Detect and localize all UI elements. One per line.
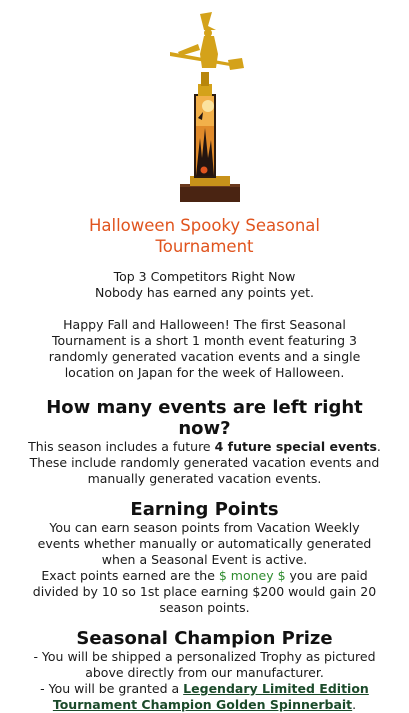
earning-points-heading: Earning Points xyxy=(130,499,279,520)
competitors-section xyxy=(16,269,393,301)
competitors-heading: Top 3 Competitors Right Now xyxy=(113,269,296,284)
events-paragraph: This season includes a future 4 future special events. These include randomly generated vacation events and manually generated vacation events. xyxy=(28,439,381,486)
champion-prize-heading: Seasonal Champion Prize xyxy=(76,628,333,649)
halloween-trophy-image xyxy=(150,8,260,206)
title-line-1: Halloween Spooky Seasonal xyxy=(89,216,320,235)
events-heading: How many events are left right now? xyxy=(46,397,363,439)
seasonal-tournament-panel xyxy=(0,8,409,713)
earning-points-paragraph: You can earn season points from Vacation Weekly events whether manually or automatically generated when a Seasonal Event is active. Exact points earned are the $ money $ you are paid divided by 10 so 1st place earning $200 would gain 20 season points. xyxy=(32,520,377,615)
money-text: $ money $ xyxy=(218,568,286,583)
spinnerbait-link-line-2[interactable]: Tournament Champion Golden Spinnerbait xyxy=(52,697,353,712)
spinnerbait-link-line-1[interactable]: Legendary Limited Edition xyxy=(183,681,369,696)
intro-paragraph: Happy Fall and Halloween! The first Seasonal Tournament is a short 1 month event featuring 3 randomly generated vacation events and a single location on Japan for the week of Halloween. xyxy=(48,317,361,380)
witch-figure xyxy=(170,12,244,70)
competitors-empty-message: Nobody has earned any points yet. xyxy=(94,285,315,300)
future-events-count: 4 future special events xyxy=(214,439,377,454)
title-line-2: Tournament xyxy=(155,237,254,256)
champion-prize-paragraph: - You will be shipped a personalized Trophy as pictured above directly from our manufacturer. - You will be granted a Legendary Limited Edition Tournament Champion Golden Spinnerbait. xyxy=(33,649,376,712)
tournament-title xyxy=(20,215,389,257)
